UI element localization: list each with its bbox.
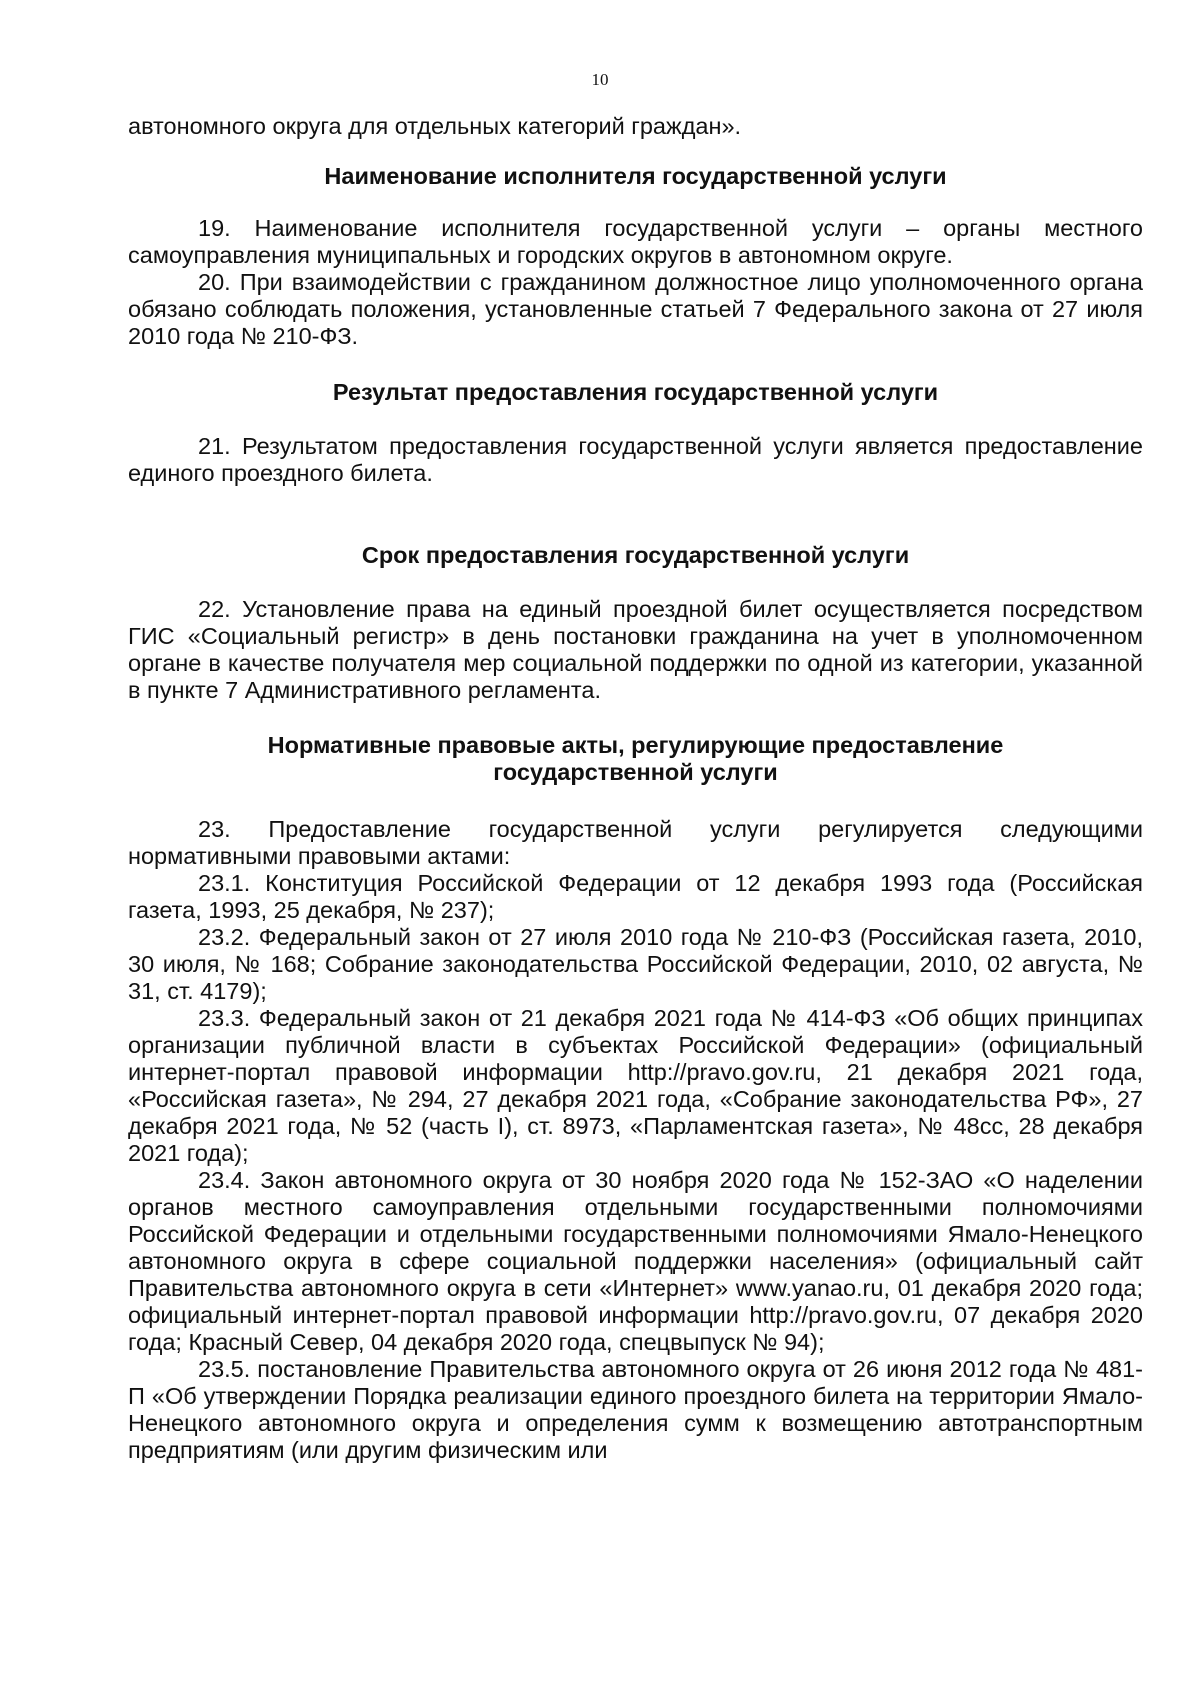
paragraph-23-5: 23.5. постановление Правительства автономного округа от 26 июня 2012 года № 481-П «Об утверждении Порядка реализации единого проездного билета на территории Ямало-Ненецкого автономного округа и определения сумм к возмещению автотранспортным предприятиям (или другим физическим или [128, 1356, 1143, 1463]
paragraph-23: 23. Предоставление государственной услуги регулируется следующими нормативными правовыми актами: [128, 816, 1143, 869]
section-heading-legal-acts: Нормативные правовые акты, регулирующие предоставление государственной услуги [267, 732, 1004, 785]
section-heading-term: Срок предоставления государственной услуги [361, 542, 910, 568]
page-number: 10 [591, 70, 609, 89]
section-heading-executor: Наименование исполнителя государственной услуги [324, 163, 947, 189]
paragraph-19: 19. Наименование исполнителя государственной услуги – органы местного самоуправления муниципальных и городских округов в автономном округе. [128, 215, 1143, 268]
paragraph-21: 21. Результатом предоставления государственной услуги является предоставление единого проездного билета. [128, 433, 1143, 486]
paragraph-23-4: 23.4. Закон автономного округа от 30 ноября 2020 года № 152-ЗАО «О наделении органов местного самоуправления отдельными государственными полномочиями Российской Федерации и отдельными государственными полномочиями Ямало-Ненецкого автономного округа в сфере социальной поддержки населения» (официальный сайт Правительства автономного округа в сети «Интернет» www.yanao.ru, 01 декабря 2020 года; официальный интернет-портал правовой информации http://pravo.gov.ru, 07 декабря 2020 года; Красный Север, 04 декабря 2020 года, спецвыпуск № 94); [128, 1167, 1143, 1355]
intro-paragraph: автономного округа для отдельных категорий граждан». [128, 113, 742, 139]
section-heading-result: Результат предоставления государственной услуги [332, 379, 939, 405]
paragraph-23-3: 23.3. Федеральный закон от 21 декабря 2021 года № 414-ФЗ «Об общих принципах организации публичной власти в субъектах Российской Федерации» (официальный интернет-портал правовой информации http://pravo.gov.ru, 21 декабря 2021 года, «Российская газета», № 294, 27 декабря 2021 года, «Собрание законодательства РФ», 27 декабря 2021 года, № 52 (часть I), ст. 8973, «Парламентская газета», № 48сс, 28 декабря 2021 года); [128, 1005, 1143, 1166]
paragraph-22: 22. Установление права на единый проездной билет осуществляется посредством ГИС «Социальный регистр» в день постановки гражданина на учет в уполномоченном органе в качестве получателя мер социальной поддержки по одной из категории, указанной в пункте 7 Административного регламента. [128, 596, 1143, 703]
document-body [128, 113, 1143, 1464]
paragraph-23-2: 23.2. Федеральный закон от 27 июля 2010 года № 210-ФЗ (Российская газета, 2010, 30 июля, № 168; Собрание законодательства Российской Федерации, 2010, 02 августа, № 31, ст. 4179); [128, 924, 1143, 1004]
paragraph-23-1: 23.1. Конституция Российской Федерации от 12 декабря 1993 года (Российская газета, 1993, 25 декабря, № 237); [128, 870, 1143, 923]
paragraph-20: 20. При взаимодействии с гражданином должностное лицо уполномоченного органа обязано соблюдать положения, установленные статьей 7 Федерального закона от 27 июля 2010 года № 210-ФЗ. [128, 269, 1143, 349]
